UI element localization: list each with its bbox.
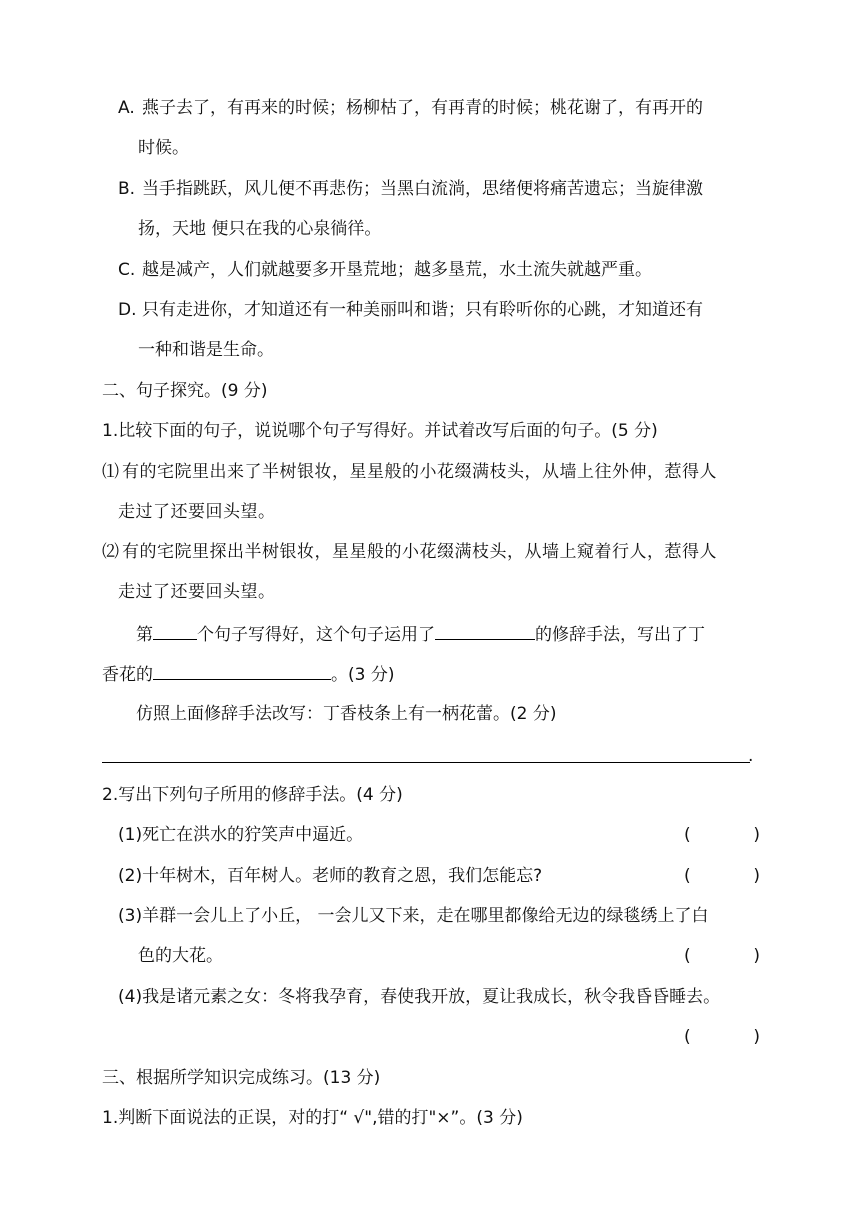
option-a-label: A. [118, 98, 135, 118]
fill-line-1 [136, 621, 705, 647]
option-b-label: B. [118, 179, 136, 199]
fill-line-2 [102, 661, 394, 687]
blank-description[interactable] [153, 661, 331, 680]
rhetoric-item-1: (1)死亡在洪水的狞笑声中逼近。 [118, 825, 364, 845]
answer-paren-4[interactable]: ( ) [684, 1027, 760, 1047]
question-2-2-title: 2.写出下列句子所用的修辞手法。(4 分) [102, 785, 403, 805]
rhetoric-item-3: (3)羊群一会儿上了小丘， 一会儿又下来，走在哪里都像给无边的绿毯绣上了白 [118, 906, 709, 926]
option-c-text: 越是减产，人们就越要多开垦荒地；越多垦荒，水土流失就越严重。 [142, 260, 652, 280]
option-d-text-cont: 一种和谐是生命。 [138, 340, 274, 360]
option-a-text: 燕子去了，有再来的时候；杨柳枯了，有再青的时候；桃花谢了，有再开的 [142, 98, 703, 118]
answer-paren-1[interactable]: ( ) [684, 825, 760, 845]
rewrite-period: . [748, 746, 754, 766]
fill-text-5: 。(3 分) [331, 665, 395, 685]
option-b-text-cont: 扬，天地 便只在我的心泉徜徉。 [138, 219, 382, 239]
blank-rhetoric[interactable] [435, 621, 535, 640]
sentence-2-text: 有的宅院里探出半树银妆，星星般的小花缀满枝头，从墙上窥着行人，惹得人 [122, 542, 717, 562]
sentence-2-label: ⑵ [102, 542, 120, 562]
fill-text-4: 香花的 [102, 665, 153, 685]
answer-paren-2[interactable]: ( ) [684, 866, 760, 886]
option-d-label: D. [118, 300, 137, 320]
fill-text-3: 的修辞手法，写出了丁 [535, 625, 705, 645]
question-2-1-title: 1.比较下面的句子，说说哪个句子写得好。并试着改写后面的句子。(5 分) [102, 421, 658, 441]
rewrite-answer-line[interactable] [102, 762, 750, 763]
sentence-1-text-cont: 走过了还要回头望。 [118, 502, 276, 522]
option-d-text: 只有走进你，才知道还有一种美丽叫和谐；只有聆听你的心跳，才知道还有 [142, 300, 703, 320]
rewrite-instruction: 仿照上面修辞手法改写：丁香枝条上有一柄花蕾。(2 分) [136, 704, 557, 724]
option-a-text-cont: 时候。 [138, 138, 189, 158]
fill-text-2: 个句子写得好，这个句子运用了 [197, 625, 435, 645]
sentence-2-text-cont: 走过了还要回头望。 [118, 582, 276, 602]
option-b-text: 当手指跳跃，风儿便不再悲伤；当黑白流淌，思绪便将痛苦遗忘；当旋律激 [142, 179, 703, 199]
rhetoric-item-3-cont: 色的大花。 [138, 946, 223, 966]
rhetoric-item-4: (4)我是诸元素之女：冬将我孕育，春使我开放，夏让我成长，秋令我昏昏睡去。 [118, 987, 721, 1007]
question-3-1-title: 1.判断下面说法的正误，对的打“ √",错的打"×”。(3 分) [102, 1108, 523, 1128]
blank-sentence-number[interactable] [153, 621, 197, 640]
section-2-title: 二、句子探究。(9 分) [102, 381, 268, 401]
rhetoric-item-2: (2)十年树木，百年树人。老师的教育之恩，我们怎能忘? [118, 866, 543, 886]
answer-paren-3[interactable]: ( ) [684, 946, 760, 966]
sentence-1-text: 有的宅院里出来了半树银妆，星星般的小花缀满枝头，从墙上往外伸，惹得人 [122, 462, 717, 482]
sentence-1-label: ⑴ [102, 462, 120, 482]
section-3-title: 三、根据所学知识完成练习。(13 分) [102, 1068, 381, 1088]
option-c-label: C. [118, 260, 136, 280]
fill-text-1: 第 [136, 625, 153, 645]
